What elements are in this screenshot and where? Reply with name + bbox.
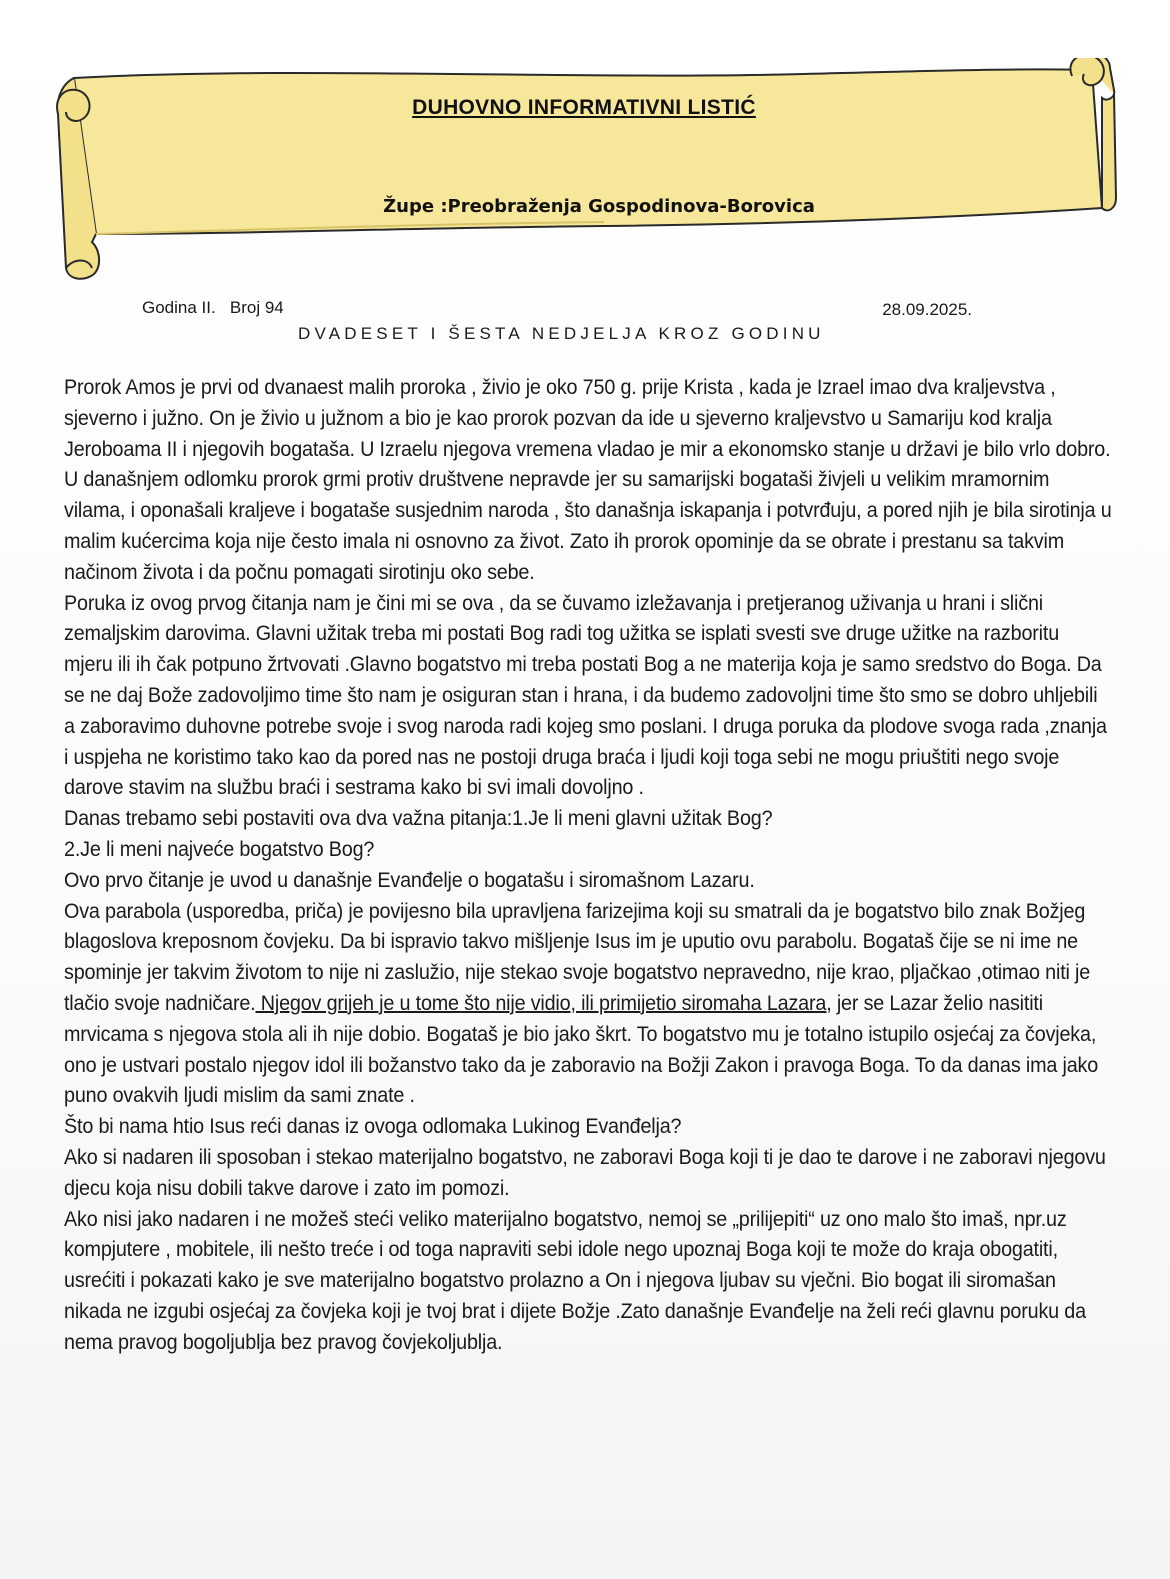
paragraph-not-gifted: Ako nisi jako nadaren i ne možeš steći veliko materijalno bogatstvo, nemoj se „prilijepiti“ uz ono malo što imaš, npr.uz kompjutere , mobitele, ili nešto treće i od toga napraviti sebi idole nego upoznaj Boga koji te može do kraja obogatiti, usrećiti i pokazati kako je sve materijalno bogatstvo prolazno a On i njegova ljubav su vječni. Bio bogat ili siromašan nikada ne izgubi osjećaj za čovjeka koji je tvoj brat i dijete Božje .Zato današnje Evanđelje na želi reći glavnu poruku da nema pravog bogoljublja bez pravog čovjekoljublja. [64,1206,1086,1354]
bulletin-title: DUHOVNO INFORMATIVNI LISTIĆ [412,96,756,119]
scroll-graphic [44,58,1124,288]
paragraph-gifted: Ako si nadaren ili sposoban i stekao materijalno bogatstvo, ne zaboravi Boga koji ti je dao te darove i ne zaboravi njegovu djecu koja nisu dobili takve darove i zato im pomozi. [64,1144,1106,1200]
paragraph-parable [64,896,1113,1112]
parable-underlined-text: Njegov grijeh je u tome što nije vidio, ili primijetio siromaha Lazara, [255,990,832,1015]
liturgical-sunday: DVADESET I ŠESTA NEDJELJA KROZ GODINU [298,324,825,343]
parable-text-b: jer se Lazar želio nasititi mrvicama s njegova stola ali ih nije dobio. Bogataš je bio jako škrt. To bogatstvo mu je totalno istupilo osjećaj za čovjeka, ono je ustvari postalo njegov idol ili božanstvo tako da je zaboravio na Božji Zakon i pravoga Boga. To da danas ima jako puno ovakvih ljudi mislim da sami znate . [64,990,1099,1108]
paragraph-gospel-intro: Ovo prvo čitanje je uvod u današnje Evanđelje o bogatašu i siromašnom Lazaru. [64,867,755,892]
paragraph-questions: Danas trebamo sebi postaviti ova dva važna pitanja:1.Je li meni glavni užitak Bog? [64,806,773,831]
paragraph-amos: Prorok Amos je prvi od dvanaest malih proroka , živio je oko 750 g. prije Krista , kada je Izrael imao dva kraljevstva , sjeverno i južno. On je živio u južnom a bio je kao prorok pozvan da ide u sjeverno kraljevstvo u Samariju kod kralja Jeroboama II i njegovih bogataša. U Izraelu njegova vremena vladao je mir a ekonomsko stanje u državi je bilo vrlo dobro. U današnjem odlomku prorok grmi protiv društvene nepravde jer su samarijski bogataši živjeli u velikim mramornim vilama, i oponašali kraljeve i bogataše susjednim naroda , što današnja iskapanja i potvrđuju, a pored njih je bila sirotinja u malim kućercima koja nije često imala ni osnovno za život. Zato ih prorok opominje da se obrate i prestanu sa takvim načinom života i da počnu pomagati sirotinju oko sebe. [64,375,1112,584]
issue-date: 28.09.2025. [882,300,972,319]
parable-text-a: Ova parabola (usporedba, priča) je povijesno bila upravljena farizejima koji su smatrali da je bogatstvo bilo znak Božjeg blagoslova kreposnom čovjeku. Da bi ispravio takvo mišljenje Isus im je uputio ovu parabolu. Bogataš čije se ni ime ne spominje jer takvim životom to nije ni zaslužio, nije stekao svoje bogatstvo nepravedno, nije krao, pljačkao ,otimao niti je tlačio svoje nadničare. [64,898,1091,1015]
paragraph-question-two: 2.Je li meni najveće bogatstvo Bog? [64,836,375,861]
issue-number: Godina II. Broj 94 [142,298,284,317]
parish-subtitle: Župe :Preobraženja Gospodinova-Borovica [383,196,815,217]
header-scroll-banner [44,58,1124,288]
paragraph-jesus-question: Što bi nama htio Isus reći danas iz ovoga odlomaka Lukinog Evanđelja? [64,1114,682,1139]
paragraph-first-reading-message: Poruka iz ovog prvog čitanja nam je čini mi se ova , da se čuvamo izležavanja i pretjeranog uživanja u hrani i slični zemaljskim darovima. Glavni užitak treba mi postati Bog radi tog užitka se isplati svesti sve druge užitke na razboritu mjeru ili ih čak potpuno žrtvovati .Glavno bogatstvo mi treba postati Bog a ne materija koja je samo sredstvo do Boga. Da se ne daj Bože zadovoljimo time što nam je osiguran stan i hrana, i da budemo zadovoljni time što smo se dobro uhljebili a zaboravimo duhovne potrebe svoje i svog naroda radi kojeg smo poslani. I druga poruka da plodove svoga rada ,znanja i uspjeha ne koristimo tako kao da pored nas ne postoji druga braća i ljudi koji toga sebi ne mogu priuštiti nego svoje darove stavim na službu braći i sestrama kako bi svi imali dovoljno . [64,590,1107,800]
article-body [64,372,1112,1358]
